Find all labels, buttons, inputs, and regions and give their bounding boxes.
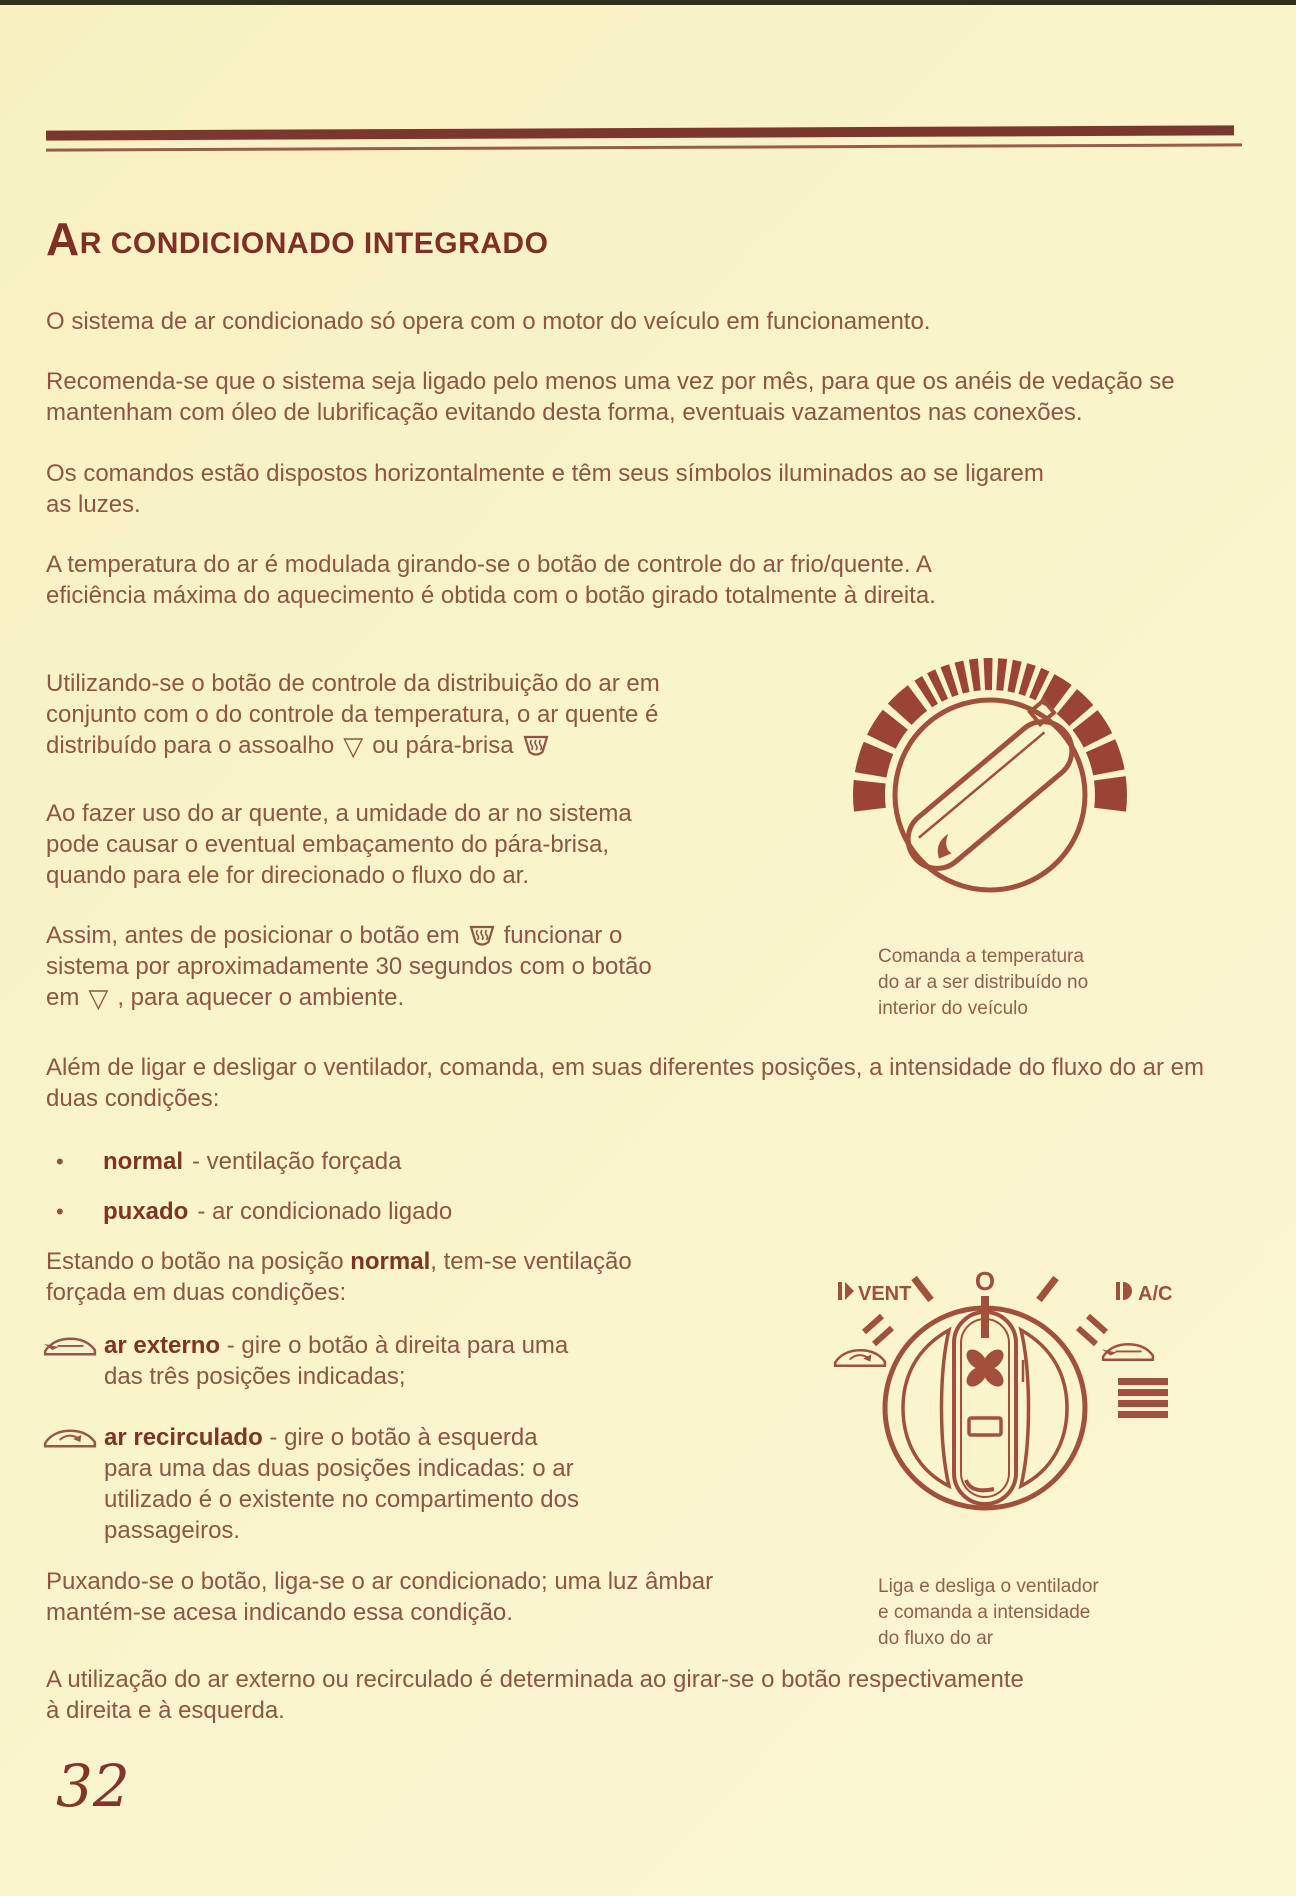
page-number: 32 (56, 1752, 130, 1820)
bullet-dot-icon: • (56, 1149, 64, 1174)
mode-recirculated-term: ar recirculado (104, 1424, 263, 1451)
fan-knob-caption: Liga e desliga o ventilador e comanda a intensidade do fluxo do ar (878, 1576, 1099, 1649)
bullet-normal-desc: - ventilação forçada (192, 1148, 402, 1175)
mode-external-text (104, 1330, 584, 1392)
fan-knob-right-lobe (1021, 1330, 1067, 1486)
floor-air-icon: ▽ (88, 983, 109, 1013)
car-external-air-icon (42, 1334, 98, 1360)
temperature-knob-figure (822, 630, 1142, 925)
ac-flag-icon (1116, 1282, 1132, 1300)
paragraph-monthly-use: Recomenda-se que o sistema seja ligado pelo menos uma vez por mês, para que os anéis de vedação se mantenham com óleo de lubrificação evitando desta forma, eventuais vazamentos nas conexões. (46, 368, 1175, 426)
car-recirculated-air-icon (42, 1426, 98, 1452)
paragraph-distribution-control (46, 668, 671, 761)
defrost-icon (469, 924, 495, 948)
floor-air-icon: ▽ (343, 731, 364, 761)
airflow-stripes-icon (1118, 1378, 1168, 1418)
bullet-normal (46, 1146, 946, 1177)
fan-tick-right-upper (1039, 1278, 1056, 1300)
paragraph-normal-text-2: , tem-se ventilação forçada em duas condições: (46, 1248, 632, 1306)
page-title (46, 213, 549, 265)
paragraph-fan-function: Além de ligar e desligar o ventilador, comanda, em suas diferentes posições, a intensidade do fluxo do ar em duas condições: (46, 1054, 1204, 1112)
paragraph-defrost-text-3: , para aquecer o ambiente. (117, 984, 405, 1011)
mode-recirculated-text (104, 1422, 584, 1546)
fan-ac-label: A/C (1138, 1283, 1173, 1305)
car-recirculated-air-icon (835, 1350, 885, 1366)
bullet-puxado (46, 1196, 946, 1227)
fan-knob-left-lobe (903, 1330, 949, 1486)
temperature-knob-caption: Comanda a temperatura do ar a ser distribuído no interior do veículo (878, 946, 1089, 1019)
paragraph-distribution-text-1: Utilizando-se o botão de controle da distribuição do ar em conjunto com o do controle da temperatura, o ar quente é distribuído para o assoalho (46, 670, 660, 759)
mode-external-air (42, 1330, 584, 1392)
bullet-puxado-desc: - ar condicionado ligado (197, 1198, 453, 1225)
title-rest: R CONDICIONADO INTEGRADO (79, 227, 549, 260)
paragraph-fogging-warning: Ao fazer uso do ar quente, a umidade do ar no sistema pode causar o eventual embaçamento do pára-brisa, quando para ele for direcionado o fluxo do ar. (46, 800, 632, 889)
temperature-knob (895, 700, 1085, 890)
fan-knob-figure (818, 1248, 1188, 1558)
fan-off-label: O (974, 1266, 996, 1296)
bullet-normal-term: normal (103, 1148, 184, 1175)
paragraph-engine-running: O sistema de ar condicionado só opera com o motor do veículo em funcionamento. (46, 308, 931, 335)
mode-external-term: ar externo (104, 1332, 221, 1359)
fan-ticks-left-lower (864, 1316, 892, 1344)
bullet-puxado-term: puxado (103, 1198, 189, 1225)
paragraph-distribution-text-2: ou pára-brisa (372, 732, 514, 759)
title-initial: A (46, 213, 80, 265)
paragraph-defrost-procedure (46, 920, 666, 1013)
scan-edge-strip (0, 0, 1296, 5)
fan-knob-grip (954, 1312, 1016, 1504)
paragraph-normal-bold: normal (350, 1248, 431, 1275)
paragraph-normal-text-1: Estando o botão na posição (46, 1248, 344, 1275)
fan-tick-left-upper (914, 1278, 931, 1300)
fan-vent-label: VENT (858, 1283, 912, 1305)
car-external-air-icon (1102, 1344, 1153, 1360)
header-rule-thin (46, 143, 1242, 151)
defrost-icon (523, 734, 549, 758)
mode-external-desc: - gire o botão à direita para uma das três posições indicadas; (104, 1332, 569, 1390)
fan-pointer-tip (981, 1312, 989, 1338)
paragraph-defrost-text-1: Assim, antes de posicionar o botão em (46, 922, 460, 949)
paragraph-ac-light: Puxando-se o botão, liga-se o ar condicionado; uma luz âmbar mantém-se acesa indicando essa condição. (46, 1568, 714, 1626)
mode-recirculated-desc: - gire o botão à esquerda para uma das duas posições indicadas: o ar utilizado é o existente no compartimento dos passageiros. (104, 1424, 579, 1544)
bullet-dot-icon: • (56, 1199, 64, 1224)
header-rule-thick (46, 125, 1234, 140)
paragraph-turn-direction: A utilização do ar externo ou recirculado é determinada ao girar-se o botão respectivamente à direita e à esquerda. (46, 1666, 1024, 1724)
paragraph-temperature-control: A temperatura do ar é modulada girando-se o botão de controle do ar frio/quente. A eficiência máxima do aquecimento é obtida com o botão girado totalmente à direita. (46, 551, 936, 609)
paragraph-defrost-text-2: funcionar o sistema por aproximadamente 30 segundos com o botão em (46, 922, 652, 1011)
mode-recirculated-air (42, 1422, 584, 1546)
paragraph-normal-position (46, 1246, 706, 1308)
fan-ticks-right-lower (1078, 1316, 1106, 1344)
vent-flag-icon (838, 1282, 854, 1300)
paragraph-controls-layout: Os comandos estão dispostos horizontalmente e têm seus símbolos iluminados ao se ligarem as luzes. (46, 460, 1044, 518)
